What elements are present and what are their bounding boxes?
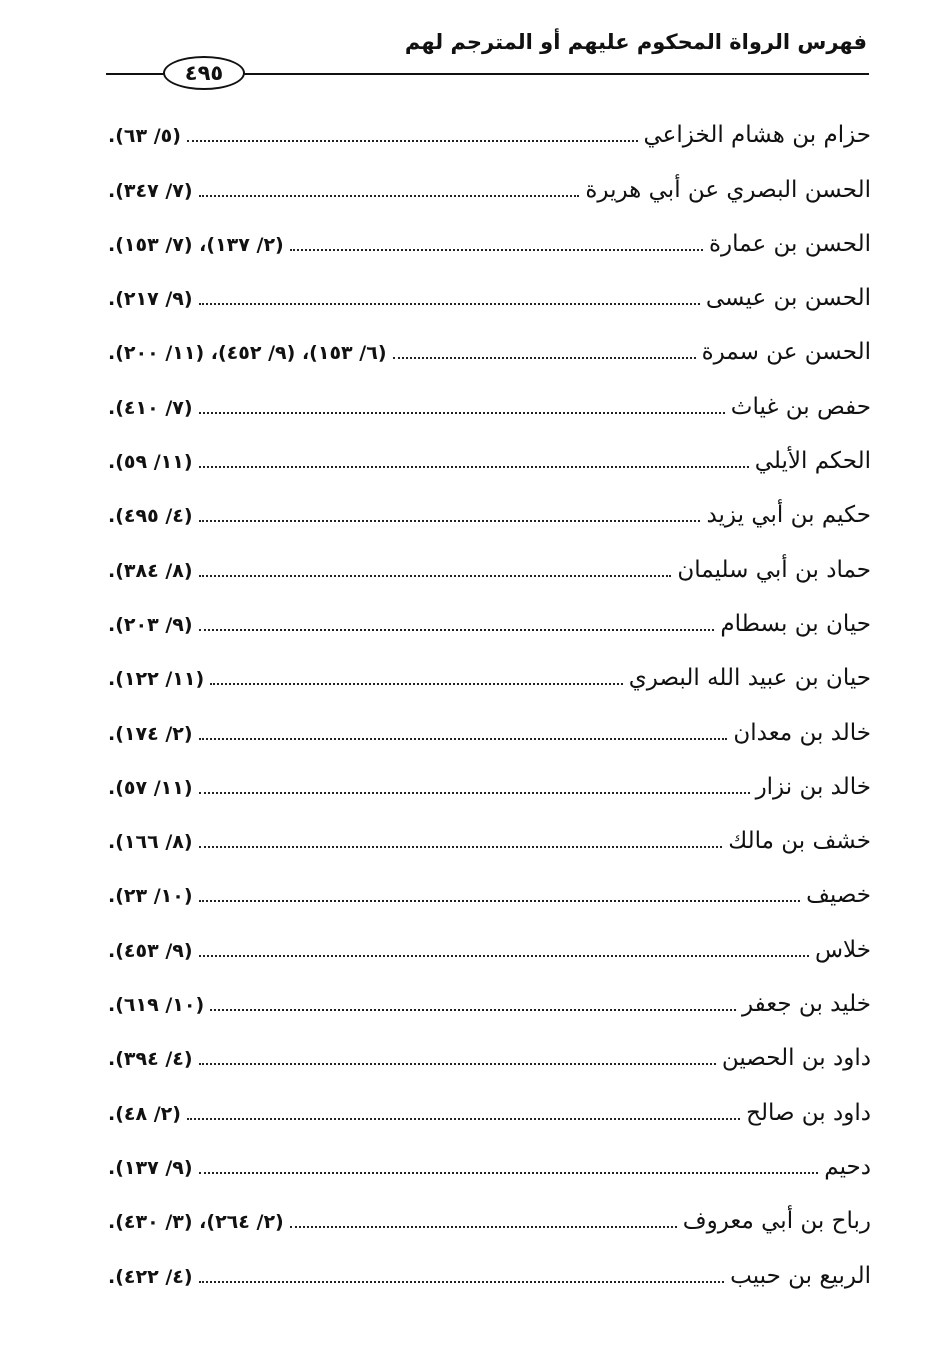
dot-leader bbox=[199, 1063, 716, 1065]
volume-page-references: (٢/ ٤٨). bbox=[108, 1102, 181, 1125]
volume-page-references: (١١/ ١٢٢). bbox=[108, 668, 205, 691]
narrator-name: خلاس bbox=[814, 936, 871, 963]
dot-leader bbox=[199, 900, 801, 902]
index-entry bbox=[108, 594, 871, 648]
dot-leader bbox=[199, 466, 749, 468]
volume-page-references: (١١/ ٥٧). bbox=[108, 776, 193, 799]
volume-page-references: (٩/ ١٣٧). bbox=[108, 1156, 193, 1179]
page-number: ٤٩٥ bbox=[184, 60, 224, 85]
volume-page-references: (٤/ ٤٩٥). bbox=[108, 505, 193, 528]
index-entry bbox=[108, 702, 871, 756]
volume-page-references: (٧/ ٤١٠). bbox=[108, 396, 193, 419]
index-entry bbox=[108, 105, 871, 159]
index-entry bbox=[108, 648, 871, 702]
narrator-name: الربيع بن حبيب bbox=[730, 1262, 871, 1289]
index-entry bbox=[108, 539, 871, 593]
dot-leader bbox=[199, 738, 728, 740]
dot-leader bbox=[199, 1172, 819, 1174]
index-entry bbox=[108, 485, 871, 539]
index-entry bbox=[108, 865, 871, 919]
index-entry bbox=[108, 1028, 871, 1082]
narrator-name: حزام بن هشام الخزاعي bbox=[643, 122, 871, 149]
volume-page-references: (٥/ ٦٣). bbox=[108, 125, 181, 148]
volume-page-references: (٩/ ٢٠٣). bbox=[108, 613, 193, 636]
volume-page-references: (٢/ ١٣٧)، (٧/ ١٥٣). bbox=[108, 233, 284, 256]
index-entry bbox=[108, 1137, 871, 1191]
narrator-name: الحسن عن سمرة bbox=[701, 339, 871, 366]
narrator-name: خشف بن مالك bbox=[728, 828, 871, 855]
narrator-name: رباح بن أبي معروف bbox=[682, 1208, 871, 1235]
index-entry bbox=[108, 919, 871, 973]
index-entry bbox=[108, 757, 871, 811]
narrator-name: حيان بن بسطام bbox=[720, 610, 871, 637]
narrator-index-list bbox=[108, 105, 871, 1300]
narrator-name: الحكم الأيلي bbox=[754, 448, 871, 475]
narrator-name: حكيم بن أبي يزيد bbox=[706, 502, 871, 529]
volume-page-references: (١١/ ٥٩). bbox=[108, 451, 193, 474]
narrator-name: خالد بن نزار bbox=[755, 773, 871, 800]
volume-page-references: (٨/ ٣٨٤). bbox=[108, 559, 193, 582]
index-entry bbox=[108, 431, 871, 485]
index-entry bbox=[108, 1245, 871, 1299]
narrator-name: الحسن بن عيسى bbox=[705, 285, 871, 312]
index-entry bbox=[108, 376, 871, 430]
volume-page-references: (٢/ ٢٦٤)، (٣/ ٤٣٠). bbox=[108, 1211, 284, 1234]
volume-page-references: (٧/ ٣٤٧). bbox=[108, 179, 193, 202]
narrator-name: حفص بن غياث bbox=[730, 393, 871, 420]
running-header-title: فهرس الرواة المحكوم عليهم أو المترجم لهم bbox=[404, 30, 867, 54]
volume-page-references: (٨/ ١٦٦). bbox=[108, 831, 193, 854]
volume-page-references: (٩/ ٢١٧). bbox=[108, 288, 193, 311]
dot-leader bbox=[199, 575, 672, 577]
narrator-name: حيان بن عبيد الله البصري bbox=[628, 665, 871, 692]
dot-leader bbox=[199, 1281, 725, 1283]
dot-leader bbox=[210, 683, 623, 685]
index-entry bbox=[108, 1082, 871, 1136]
dot-leader bbox=[199, 846, 723, 848]
volume-page-references: (١٠/ ٦١٩). bbox=[108, 994, 205, 1017]
narrator-name: داود بن صالح bbox=[746, 1099, 871, 1126]
narrator-name: خصيف bbox=[806, 882, 871, 909]
index-entry bbox=[108, 159, 871, 213]
dot-leader bbox=[199, 412, 725, 414]
dot-leader bbox=[210, 1009, 736, 1011]
dot-leader bbox=[199, 303, 700, 305]
narrator-name: الحسن بن عمارة bbox=[709, 230, 871, 257]
index-entry bbox=[108, 214, 871, 268]
index-entry bbox=[108, 974, 871, 1028]
dot-leader bbox=[290, 1226, 677, 1228]
volume-page-references: (٤/ ٣٩٤). bbox=[108, 1048, 193, 1071]
narrator-name: خليد بن جعفر bbox=[741, 991, 871, 1018]
volume-page-references: (٢/ ١٧٤). bbox=[108, 722, 193, 745]
index-entry bbox=[108, 322, 871, 376]
index-entry bbox=[108, 1191, 871, 1245]
index-entry bbox=[108, 811, 871, 865]
dot-leader bbox=[199, 520, 701, 522]
volume-page-references: (٦/ ١٥٣)، (٩/ ٤٥٢)، (١١/ ٢٠٠). bbox=[108, 342, 387, 365]
dot-leader bbox=[199, 195, 580, 197]
dot-leader bbox=[187, 140, 638, 142]
narrator-name: حماد بن أبي سليمان bbox=[677, 556, 871, 583]
narrator-name: الحسن البصري عن أبي هريرة bbox=[585, 176, 871, 203]
dot-leader bbox=[393, 357, 696, 359]
dot-leader bbox=[290, 249, 703, 251]
narrator-name: خالد بن معدان bbox=[733, 719, 871, 746]
narrator-name: داود بن الحصين bbox=[721, 1045, 871, 1072]
dot-leader bbox=[199, 955, 809, 957]
dot-leader bbox=[199, 792, 750, 794]
narrator-name: دحيم bbox=[824, 1153, 871, 1180]
dot-leader bbox=[199, 629, 715, 631]
volume-page-references: (١٠/ ٢٣). bbox=[108, 885, 193, 908]
volume-page-references: (٤/ ٤٢٢). bbox=[108, 1265, 193, 1288]
index-entry bbox=[108, 268, 871, 322]
volume-page-references: (٩/ ٤٥٣). bbox=[108, 939, 193, 962]
page-number-badge bbox=[163, 56, 245, 90]
dot-leader bbox=[187, 1118, 740, 1120]
